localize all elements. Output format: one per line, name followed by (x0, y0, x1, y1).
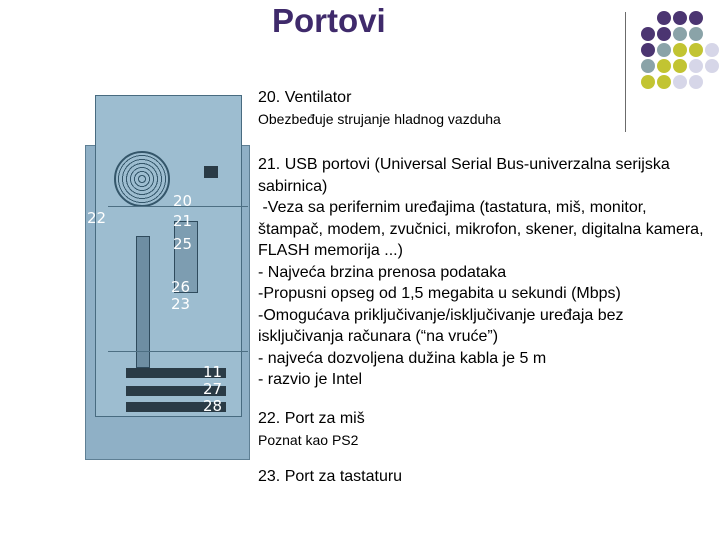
decorative-dot (641, 27, 655, 41)
decorative-dot (657, 75, 671, 89)
label-25: 25 (173, 235, 193, 253)
decorative-dot-grid (640, 10, 720, 90)
decorative-dot (705, 75, 719, 89)
decorative-dot (689, 75, 703, 89)
section-20-heading: 20. Ventilator (258, 89, 352, 106)
decorative-dot (673, 27, 687, 41)
decorative-dot (689, 59, 703, 73)
slide-content (258, 88, 713, 487)
label-27: 27 (203, 380, 223, 398)
section-20-text: Obezbeđuje strujanje hladnog vazduha (258, 111, 501, 127)
section-21-heading: 21. USB portovi (Universal Serial Bus-univerzalna serijska sabirnica) (258, 156, 675, 195)
section-23-heading: 23. Port za tastaturu (258, 467, 403, 485)
label-20: 20 (173, 192, 193, 210)
decorative-dot (689, 43, 703, 57)
decorative-dot (689, 27, 703, 41)
decorative-dot (705, 11, 719, 25)
label-21: 21 (173, 212, 193, 230)
decorative-dot (657, 59, 671, 73)
decorative-dot (657, 43, 671, 57)
decorative-dot (689, 11, 703, 25)
decorative-dot (641, 11, 655, 25)
decorative-dot (673, 75, 687, 89)
slide-title: Portovi (272, 2, 386, 39)
decorative-dot (641, 59, 655, 73)
fan-grille-icon (114, 151, 170, 207)
decorative-dot (705, 59, 719, 73)
decorative-dot (673, 11, 687, 25)
computer-case-illustration (85, 95, 250, 460)
decorative-dot (641, 75, 655, 89)
section-22-heading: 22. Port za miš (258, 409, 365, 427)
port-column (136, 236, 150, 368)
section-21-body: -Veza sa perifernim uređajima (tastatura, miš, monitor, štampač, modem, zvučnici, mikrofon, skener, digitalna kamera, FLASH memorija ...) - Najveća brzina prenosa podataka -Propusni opseg od 1,5 megabita u sekundi (Mbps) -Omogućava priključivanje/isključivanje uređaja bez isključivanja računara (“na vruće”) - najveća dozvoljena dužina kabla je 5 m - razvio je Intel (258, 199, 704, 388)
decorative-dot (657, 11, 671, 25)
panel-divider (108, 351, 248, 352)
decorative-dot (705, 27, 719, 41)
section-22-text: Poznat kao PS2 (258, 431, 359, 448)
label-11: 11 (203, 363, 223, 381)
label-26: 26 (171, 278, 191, 296)
usb-port-icon (204, 166, 218, 178)
label-23: 23 (171, 295, 191, 313)
label-22: 22 (87, 209, 107, 227)
decorative-dot (673, 59, 687, 73)
decorative-dot (673, 43, 687, 57)
decorative-dot (657, 27, 671, 41)
decorative-dot (641, 43, 655, 57)
label-28: 28 (203, 397, 223, 415)
decorative-dot (705, 43, 719, 57)
